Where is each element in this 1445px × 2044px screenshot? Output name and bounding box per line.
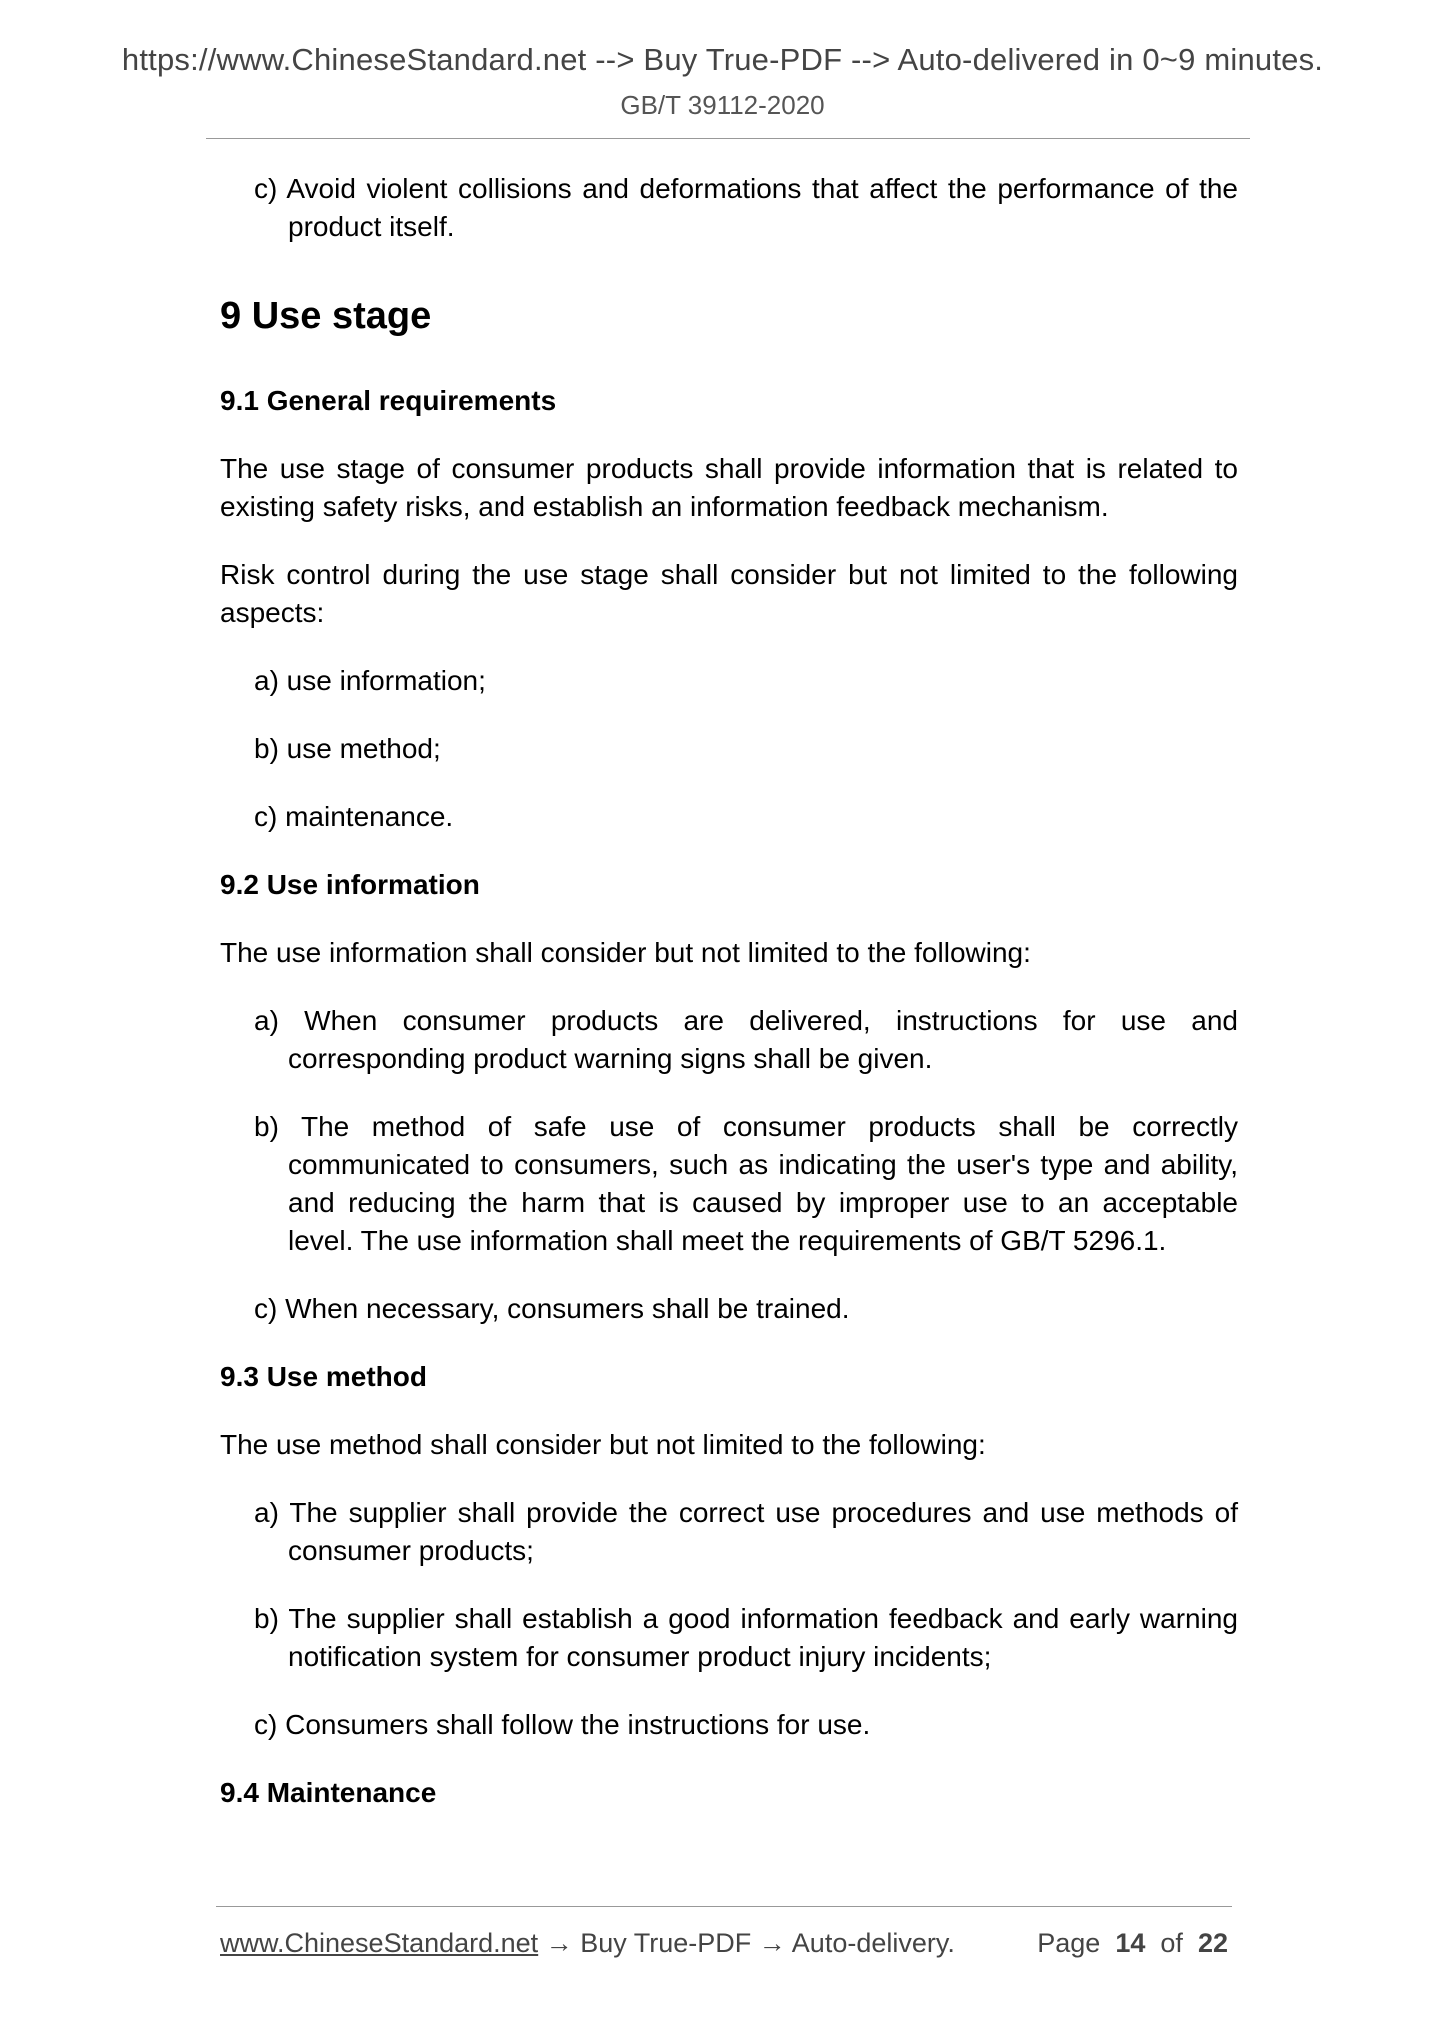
list-item: b) use method;	[254, 733, 441, 764]
of-label: of	[1160, 1928, 1183, 1958]
page-total: 22	[1197, 1928, 1228, 1958]
page-label: Page	[1037, 1928, 1101, 1958]
list-item: c) Consumers shall follow the instructions for use.	[254, 1709, 871, 1740]
section-9-1-title: 9.1 General requirements	[220, 385, 557, 416]
arrow-icon: →	[758, 1928, 786, 1958]
section-9-2-paragraph-1: The use information shall consider but not limited to the following:	[220, 937, 1031, 968]
list-item: a) When consumer products are delivered, instructions for use and corresponding product warning signs shall be given.	[254, 1005, 1238, 1074]
section-9-1-paragraph-2: Risk control during the use stage shall consider but not limited to the following aspects:	[220, 559, 1238, 628]
list-item-previous-c: c) Avoid violent collisions and deformations that affect the performance of the product itself.	[254, 173, 1238, 242]
section-9-4-title: 9.4 Maintenance	[220, 1777, 437, 1808]
footer-divider	[216, 1906, 1232, 1907]
header-standard-number: GB/T 39112-2020	[620, 90, 825, 120]
section-9-3-paragraph-1: The use method shall consider but not limited to the following:	[220, 1429, 986, 1460]
document-body	[220, 170, 1238, 1812]
section-9-3-title: 9.3 Use method	[220, 1361, 427, 1392]
footer	[220, 1928, 1228, 1959]
header-url-line: https://www.ChineseStandard.net --> Buy True-PDF --> Auto-delivered in 0~9 minutes.	[121, 42, 1324, 77]
list-item: b) The method of safe use of consumer products shall be correctly communicated to consumers, such as indicating the user's type and ability, and reducing the harm that is caused by improper use to an acceptable level. The use information shall meet the requirements of GB/T 5296.1.	[254, 1111, 1238, 1256]
list-item: a) The supplier shall provide the correct use procedures and use methods of consumer products;	[254, 1497, 1238, 1566]
footer-site-link[interactable]: www.ChineseStandard.net	[220, 1928, 539, 1958]
section-9-title: 9 Use stage	[220, 295, 432, 337]
list-item: c) maintenance.	[254, 801, 454, 832]
arrow-icon: →	[545, 1928, 573, 1958]
header-divider	[206, 138, 1250, 139]
section-9-1-paragraph-1: The use stage of consumer products shall provide information that is related to existing safety risks, and establish an information feedback mechanism.	[220, 453, 1238, 522]
footer-delivery-text: Auto-delivery.	[791, 1928, 955, 1958]
list-item: c) When necessary, consumers shall be trained.	[254, 1293, 850, 1324]
page-indicator	[1037, 1928, 1228, 1959]
section-9-2-title: 9.2 Use information	[220, 869, 480, 900]
list-item: b) The supplier shall establish a good information feedback and early warning notification system for consumer product injury incidents;	[254, 1603, 1238, 1672]
page-number: 14	[1115, 1928, 1146, 1958]
list-item: a) use information;	[254, 665, 486, 696]
footer-buy-text: Buy True-PDF	[580, 1928, 752, 1958]
footer-left	[220, 1928, 955, 1959]
